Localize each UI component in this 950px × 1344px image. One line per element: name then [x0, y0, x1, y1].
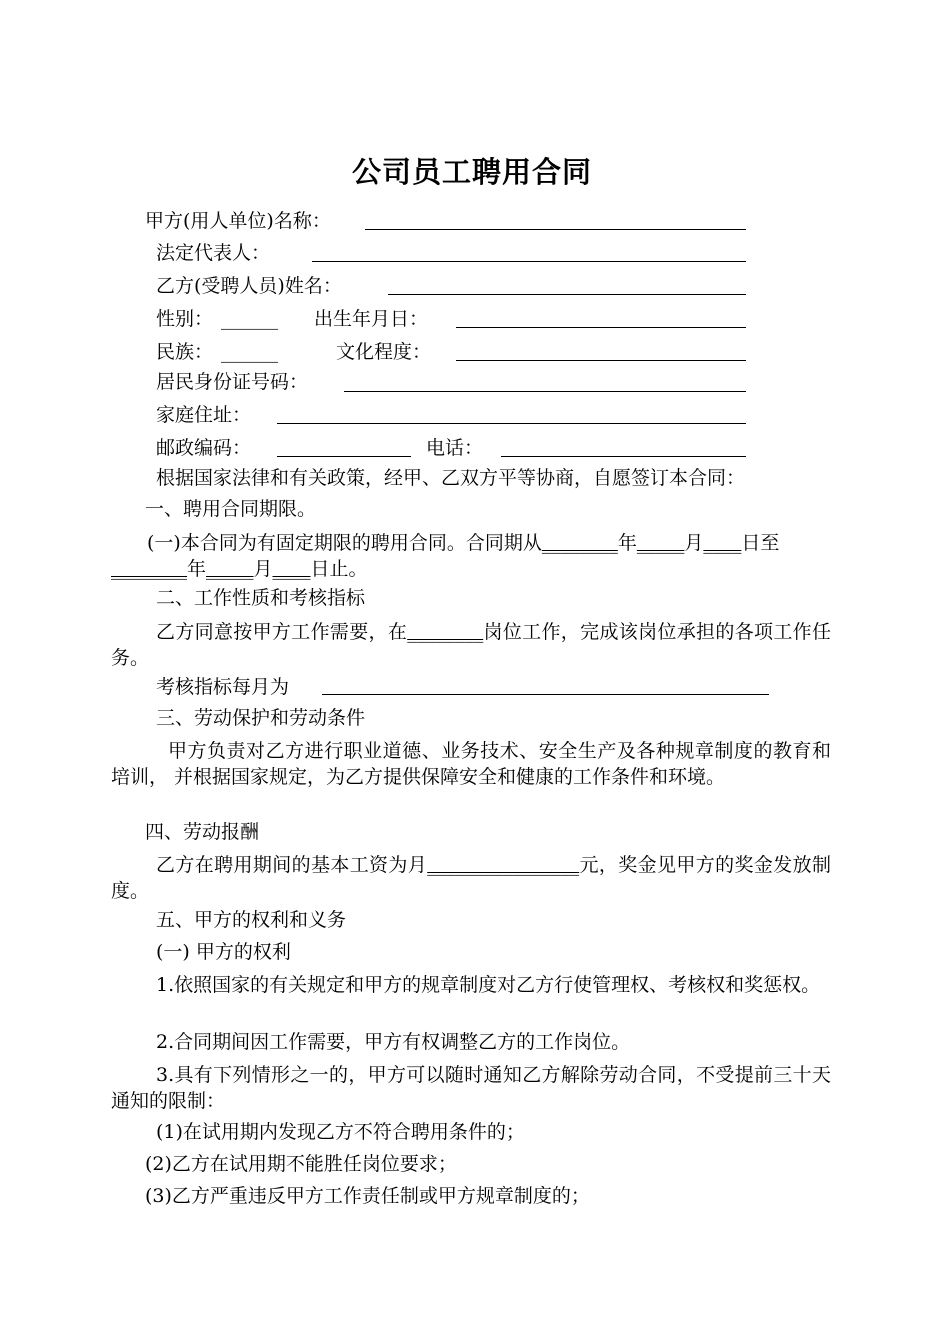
section-5-subheading: (一) 甲方的权利: [156, 941, 291, 963]
phone-field[interactable]: [501, 456, 746, 457]
end-year-blank[interactable]: ________: [111, 558, 187, 580]
section-1-heading: 一、聘用合同期限。: [145, 498, 317, 520]
ethnicity-label: 民族：: [156, 341, 214, 363]
postcode-field[interactable]: [277, 456, 411, 457]
section-5-heading: 五、甲方的权利和义务: [156, 909, 347, 931]
section-1-paragraph: (一)本合同为有固定期限的聘用合同。合同期从________年_____月____日至________年_____月____日止。: [111, 532, 780, 580]
party-a-name-field[interactable]: [365, 229, 746, 230]
start-year-blank[interactable]: ________: [541, 532, 618, 554]
section-4-heading: 四、劳动报酬: [145, 821, 260, 843]
birth-field[interactable]: [456, 327, 746, 328]
legal-rep-label: 法定代表人：: [156, 242, 271, 264]
end-month-blank[interactable]: _____: [206, 558, 254, 580]
section-3-heading: 三、劳动保护和劳动条件: [156, 707, 366, 729]
start-day-blank[interactable]: ____: [703, 532, 742, 554]
address-field[interactable]: [277, 423, 746, 424]
id-number-label: 居民身份证号码：: [156, 371, 309, 393]
start-month-blank[interactable]: _____: [636, 532, 685, 554]
gender-label: 性别：: [156, 308, 214, 330]
list-item: 2.合同期间因工作需要，甲方有权调整乙方的工作岗位。: [156, 1031, 631, 1053]
kpi-field[interactable]: [322, 694, 769, 695]
phone-label: 电话：: [426, 437, 484, 459]
id-number-field[interactable]: [344, 391, 746, 392]
party-a-label: 甲方(用人单位)名称：: [145, 210, 331, 232]
list-item: 3.具有下列情形之一的，甲方可以随时通知乙方解除劳动合同，不受提前三十天通知的限制：: [111, 1064, 831, 1112]
list-item: (2)乙方在试用期不能胜任岗位要求；: [145, 1153, 457, 1175]
end-day-blank[interactable]: ____: [272, 558, 311, 580]
section-4-paragraph: 乙方在聘用期间的基本工资为月________________元，奖金见甲方的奖金发放制度。: [111, 854, 831, 902]
education-label: 文化程度：: [336, 341, 432, 363]
party-b-name-field[interactable]: [388, 294, 746, 295]
kpi-label: 考核指标每月为: [156, 676, 290, 698]
birth-label: 出生年月日：: [314, 308, 429, 330]
gender-field[interactable]: ______: [221, 308, 278, 330]
education-field[interactable]: [456, 360, 746, 361]
section-2-heading: 二、工作性质和考核指标: [156, 587, 366, 609]
section-3-paragraph: 甲方负责对乙方进行职业道德、业务技术、安全生产及各种规章制度的教育和培训， 并根据国家规定，为乙方提供保障安全和健康的工作条件和环境。: [111, 740, 831, 788]
salary-blank[interactable]: ________________: [427, 854, 580, 876]
intro-paragraph: 根据国家法律和有关政策，经甲、乙双方平等协商，自愿签订本合同：: [156, 467, 746, 489]
party-b-label: 乙方(受聘人员)姓名：: [156, 275, 342, 297]
list-item: (3)乙方严重违反甲方工作责任制或甲方规章制度的；: [145, 1185, 590, 1207]
postcode-label: 邮政编码：: [156, 437, 252, 459]
ethnicity-field[interactable]: ______: [221, 341, 278, 363]
document-title: 公司员工聘用合同: [351, 155, 592, 189]
list-item: (1)在试用期内发现乙方不符合聘用条件的；: [156, 1121, 525, 1143]
section-2-paragraph: 乙方同意按甲方工作需要，在________岗位工作，完成该岗位承担的各项工作任务。: [111, 621, 831, 669]
position-blank[interactable]: ________: [407, 621, 484, 643]
address-label: 家庭住址：: [156, 404, 252, 426]
legal-rep-field[interactable]: [312, 261, 746, 262]
list-item: 1.依照国家的有关规定和甲方的规章制度对乙方行使管理权、考核权和奖惩权。: [156, 974, 821, 996]
